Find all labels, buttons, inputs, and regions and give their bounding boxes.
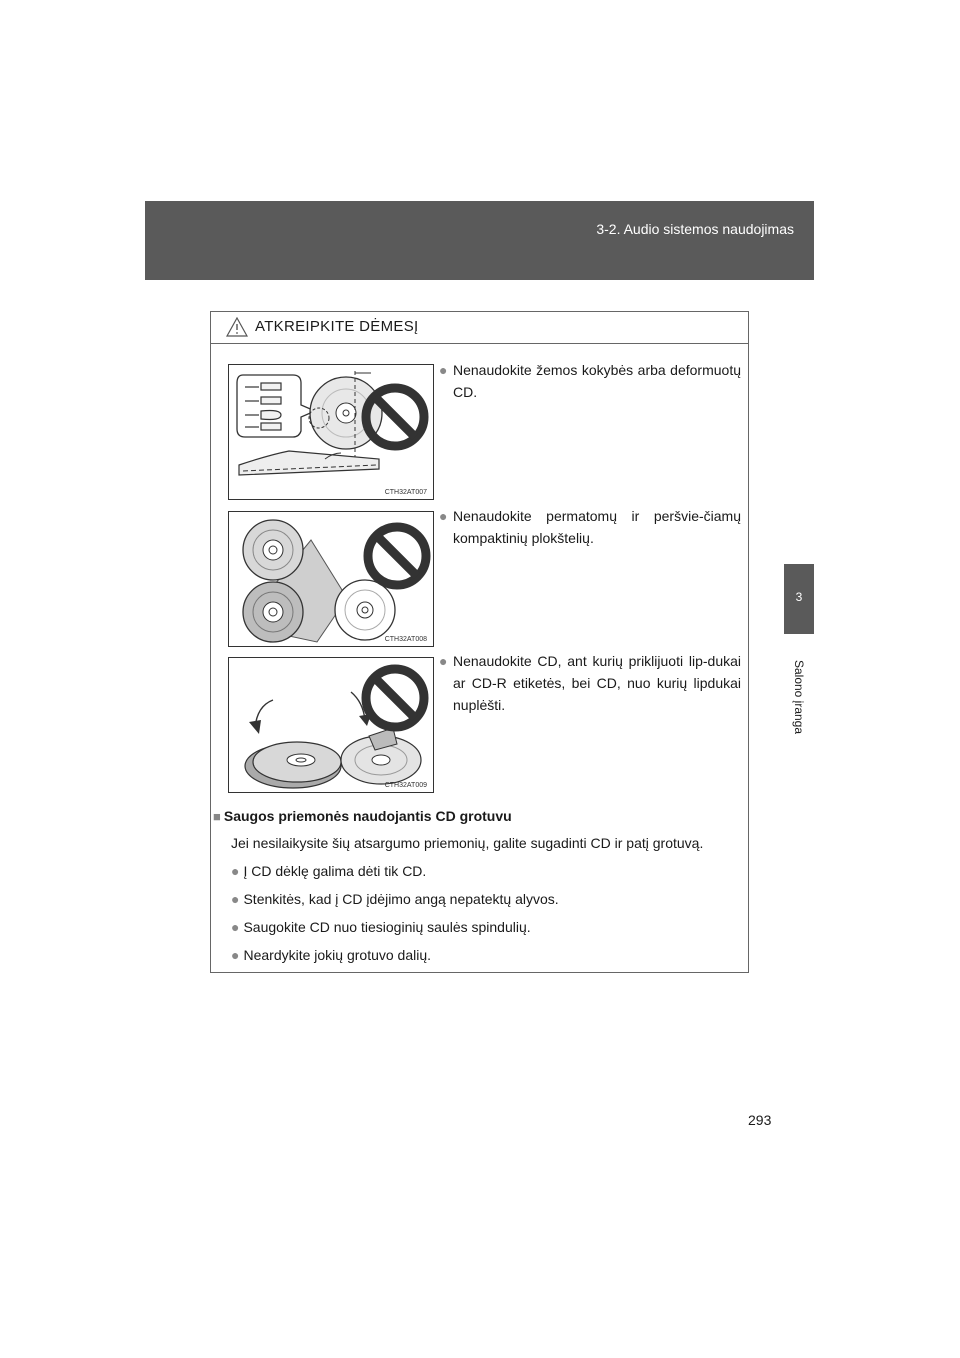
figure-deformed-cd bbox=[228, 364, 434, 500]
header-band bbox=[145, 201, 814, 280]
caution-box bbox=[210, 311, 749, 973]
precaution-text: Stenkitės, kad į CD įdėjimo angą nepatektų alyvos. bbox=[243, 891, 559, 907]
caution-item-text: Nenaudokite permatomų ir peršvie-čiamų kompaktinių plokštelių. bbox=[453, 508, 741, 546]
figure-transparent-cd bbox=[228, 511, 434, 647]
section-heading-text: Saugos priemonės naudojantis CD grotuvu bbox=[223, 808, 512, 824]
page-number: 293 bbox=[748, 1112, 772, 1128]
circle-bullet-icon: ● bbox=[231, 947, 240, 963]
deformed-cd-illustration bbox=[229, 365, 433, 499]
circle-bullet-icon: ● bbox=[231, 863, 240, 879]
precaution-item bbox=[231, 891, 559, 907]
precaution-text: Saugokite CD nuo tiesioginių saulės spindulių. bbox=[243, 919, 531, 935]
precaution-item bbox=[231, 863, 426, 879]
caution-item-text: Nenaudokite žemos kokybės arba deformuotų CD. bbox=[453, 362, 741, 400]
labeled-cd-illustration bbox=[229, 658, 433, 792]
circle-bullet-icon: ● bbox=[231, 891, 240, 907]
caution-item-2 bbox=[439, 505, 741, 549]
warning-triangle-icon bbox=[226, 317, 248, 337]
chapter-label-text: Salono įranga bbox=[792, 659, 806, 735]
section-heading bbox=[213, 808, 512, 824]
prohibition-icon bbox=[368, 527, 426, 585]
figure-code: CTH32AT007 bbox=[384, 489, 427, 496]
prohibition-icon bbox=[366, 669, 424, 727]
caution-item-text: Nenaudokite CD, ant kurių priklijuoti lip-dukai ar CD-R etiketės, bei CD, nuo kurių lipdukai nuplėšti. bbox=[453, 653, 741, 713]
figure-labeled-cd bbox=[228, 657, 434, 793]
caution-header bbox=[211, 312, 748, 344]
figure-code: CTH32AT008 bbox=[384, 636, 427, 643]
chapter-label bbox=[778, 642, 820, 752]
figure-code: CTH32AT009 bbox=[384, 782, 427, 789]
section-title: 3-2. Audio sistemos naudojimas bbox=[596, 221, 794, 237]
caution-title: ATKREIPKITE DĖMESĮ bbox=[255, 318, 419, 335]
transparent-cd-illustration bbox=[229, 512, 433, 646]
precaution-item bbox=[231, 919, 531, 935]
caution-item-1 bbox=[439, 359, 741, 403]
precaution-item bbox=[231, 947, 431, 963]
chapter-tab bbox=[784, 564, 814, 634]
chapter-number: 3 bbox=[795, 590, 803, 604]
circle-bullet-icon: ● bbox=[231, 919, 240, 935]
circle-bullet-icon: ● bbox=[439, 362, 448, 378]
precaution-text: Neardykite jokių grotuvo dalių. bbox=[243, 947, 432, 963]
square-bullet-icon: ■ bbox=[213, 809, 221, 824]
caution-item-3 bbox=[439, 650, 741, 716]
section-intro: Jei nesilaikysite šių atsargumo priemonių, galite sugadinti CD ir patį grotuvą. bbox=[231, 835, 704, 851]
circle-bullet-icon: ● bbox=[439, 653, 448, 669]
precaution-text: Į CD dėklę galima dėti tik CD. bbox=[243, 863, 427, 879]
circle-bullet-icon: ● bbox=[439, 508, 448, 524]
